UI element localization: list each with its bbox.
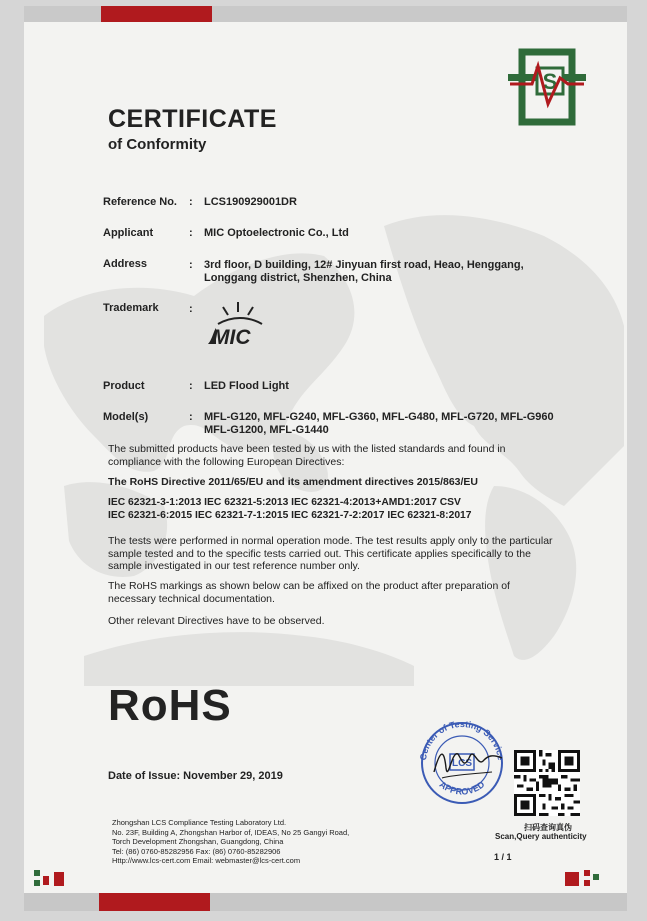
colon: : bbox=[189, 227, 193, 239]
stamp-center-text: LCS bbox=[452, 758, 472, 769]
top-red-accent bbox=[101, 6, 212, 22]
logo-letter: S bbox=[542, 69, 558, 94]
applicant-value: MIC Optoelectronic Co., Ltd bbox=[204, 227, 349, 239]
other-directives-text: Other relevant Directives have to be observed. bbox=[108, 615, 325, 627]
markings-line: necessary technical documentation. bbox=[108, 592, 275, 605]
address-line-1: 3rd floor, D building, 12# Jinyuan first road, Heao, Henggang, bbox=[204, 259, 524, 271]
bottom-border bbox=[24, 893, 627, 911]
tests-line: sample tested and to the specific tests carried out. This certificate applies specifically to the bbox=[108, 547, 531, 560]
mic-trademark-logo bbox=[204, 298, 284, 350]
bottom-red-accent bbox=[99, 893, 210, 911]
standards-line: IEC 62321-6:2015 IEC 62321-7-1:2015 IEC 62321-7-2:2017 IEC 62321-8:2017 bbox=[108, 509, 472, 521]
colon: : bbox=[189, 380, 193, 392]
reference-value: LCS190929001DR bbox=[204, 196, 297, 208]
svg-text:APPROVED bbox=[438, 779, 487, 797]
colon: : bbox=[189, 411, 193, 423]
page-number: 1 / 1 bbox=[494, 852, 512, 862]
qr-caption-chinese: 扫码查询真伪 bbox=[524, 823, 572, 832]
address-line-2: Longgang district, Shenzhen, China bbox=[204, 272, 392, 284]
trademark-label: Trademark bbox=[103, 302, 159, 314]
models-line-1: MFL-G120, MFL-G240, MFL-G360, MFL-G480, MFL-G720, MFL-G960 bbox=[204, 411, 554, 423]
reference-label: Reference No. bbox=[103, 196, 177, 208]
qr-caption-english: Scan,Query authenticity bbox=[495, 832, 587, 841]
models-label: Model(s) bbox=[103, 411, 149, 423]
trademark-text: MIC bbox=[212, 326, 251, 349]
footer-line: Zhongshan LCS Compliance Testing Laboratory Ltd. bbox=[112, 818, 287, 827]
intro-paragraph bbox=[108, 443, 568, 468]
footer-line: Http://www.lcs-cert.com Email: webmaster@lcs-cert.com bbox=[112, 856, 301, 866]
svg-text:Center of Testing Service bbox=[418, 720, 506, 761]
footer-line: Tel: (86) 0760-85282956 Fax: (86) 0760-85282906 bbox=[112, 846, 281, 856]
product-value: LED Flood Light bbox=[204, 380, 289, 392]
colon: : bbox=[189, 259, 193, 271]
stamp-ring-text: Center of Testing Service bbox=[418, 720, 506, 761]
tests-line: sample investigated in our test reference number only. bbox=[108, 560, 360, 572]
markings-line: The RoHS markings as shown below can be affixed on the product after preparation of bbox=[108, 580, 510, 592]
directive-text: The RoHS Directive 2011/65/EU and its amendment directives 2015/863/EU bbox=[108, 476, 479, 488]
corner-block-left bbox=[54, 872, 64, 886]
intro-line: The submitted products have been tested by us with the listed standards and found in bbox=[108, 443, 506, 455]
approval-stamp bbox=[412, 720, 512, 806]
tests-paragraph bbox=[108, 535, 588, 573]
certificate-title: CERTIFICATE bbox=[108, 105, 277, 133]
corner-decoration-left bbox=[34, 870, 50, 886]
date-of-issue: Date of Issue: November 29, 2019 bbox=[108, 770, 283, 782]
footer-line: No. 23F, Building A, Zhongshan Harbor of, IDEAS, No 25 Gangyi Road, bbox=[112, 827, 350, 837]
tests-line: The tests were performed in normal operation mode. The test results apply only to the particular bbox=[108, 535, 553, 547]
rohs-mark: RoHS bbox=[108, 681, 232, 730]
stamp-bottom-text: APPROVED bbox=[437, 779, 487, 797]
lcs-logo bbox=[508, 48, 586, 126]
colon: : bbox=[189, 196, 193, 208]
corner-block-right bbox=[565, 872, 579, 886]
lab-address-footer bbox=[112, 818, 349, 866]
applicant-label: Applicant bbox=[103, 227, 154, 239]
markings-paragraph bbox=[108, 580, 568, 605]
certificate-page bbox=[24, 6, 627, 911]
address-label: Address bbox=[103, 258, 148, 270]
certificate-subtitle: of Conformity bbox=[108, 136, 207, 153]
standards-list bbox=[108, 497, 588, 522]
top-border bbox=[24, 6, 627, 22]
corner-decoration-right bbox=[584, 870, 600, 886]
intro-line: compliance with the following European Directives: bbox=[108, 455, 345, 468]
product-label: Product bbox=[103, 380, 145, 392]
verification-qr-code[interactable] bbox=[514, 750, 580, 816]
colon: : bbox=[189, 303, 193, 315]
standards-line: IEC 62321-3-1:2013 IEC 62321-5:2013 IEC 62321-4:2013+AMD1:2017 CSV bbox=[108, 497, 461, 508]
footer-line: Torch Development Zhongshan, Guangdong, China bbox=[112, 837, 284, 847]
models-line-2: MFL-G1200, MFL-G1440 bbox=[204, 424, 329, 436]
